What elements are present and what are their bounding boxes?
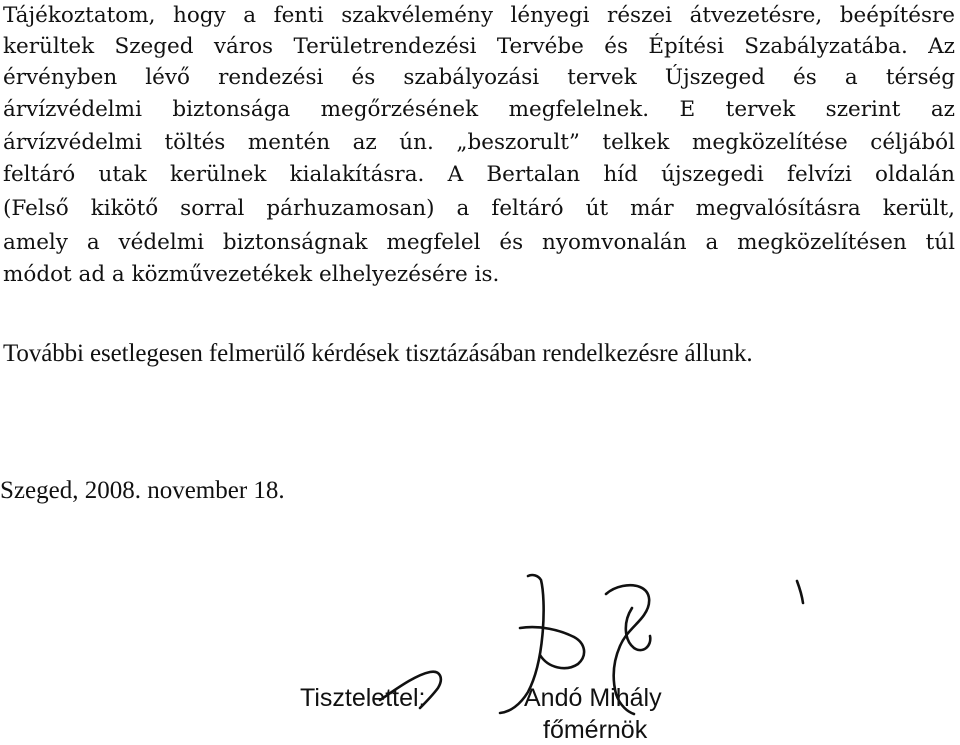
paragraph-line-3: érvényben lévő rendezési és szabályozási tervek Újszeged és a térség xyxy=(3,65,955,90)
signature-stroke-2 xyxy=(520,627,584,668)
letter-date: Szeged, 2008. november 18. xyxy=(0,477,285,504)
paragraph-line-4: árvízvédelmi biztonsága megőrzésének megfelelnek. E tervek szerint az xyxy=(3,97,955,122)
paragraph-line-9: módot ad a közművezetékek elhelyezésére is. xyxy=(3,262,500,287)
paragraph-line-6: feltáró utak kerülnek kialakításra. A Bertalan híd újszegedi felvízi oldalán xyxy=(3,162,955,187)
signature-stroke-5 xyxy=(797,581,803,603)
signer-title: főmérnök xyxy=(543,716,648,744)
paragraph-line-1: Tájékoztatom, hogy a fenti szakvélemény lényegi részei átvezetésre, beépítésre xyxy=(3,3,955,28)
signer-name: Andó Mihály xyxy=(524,684,662,712)
paragraph-line-5: árvízvédelmi töltés mentén az ún. „beszorult” telkek megközelítése céljából xyxy=(3,130,955,155)
signature-stroke-4 xyxy=(626,608,650,650)
greeting-text: Tisztelettel: xyxy=(300,684,426,712)
paragraph-line-2: kerültek Szeged város Területrendezési Tervébe és Építési Szabályzatába. Az xyxy=(3,34,955,59)
paragraph-line-8: amely a védelmi biztonságnak megfelel és nyomvonalán a megközelítésen túl xyxy=(3,230,955,255)
closing-sentence: További esetlegesen felmerülő kérdések tisztázásában rendelkezésre állunk. xyxy=(3,340,753,367)
paragraph-line-7: (Felső kikötő sorral párhuzamosan) a feltáró út már megvalósításra került, xyxy=(3,196,955,221)
